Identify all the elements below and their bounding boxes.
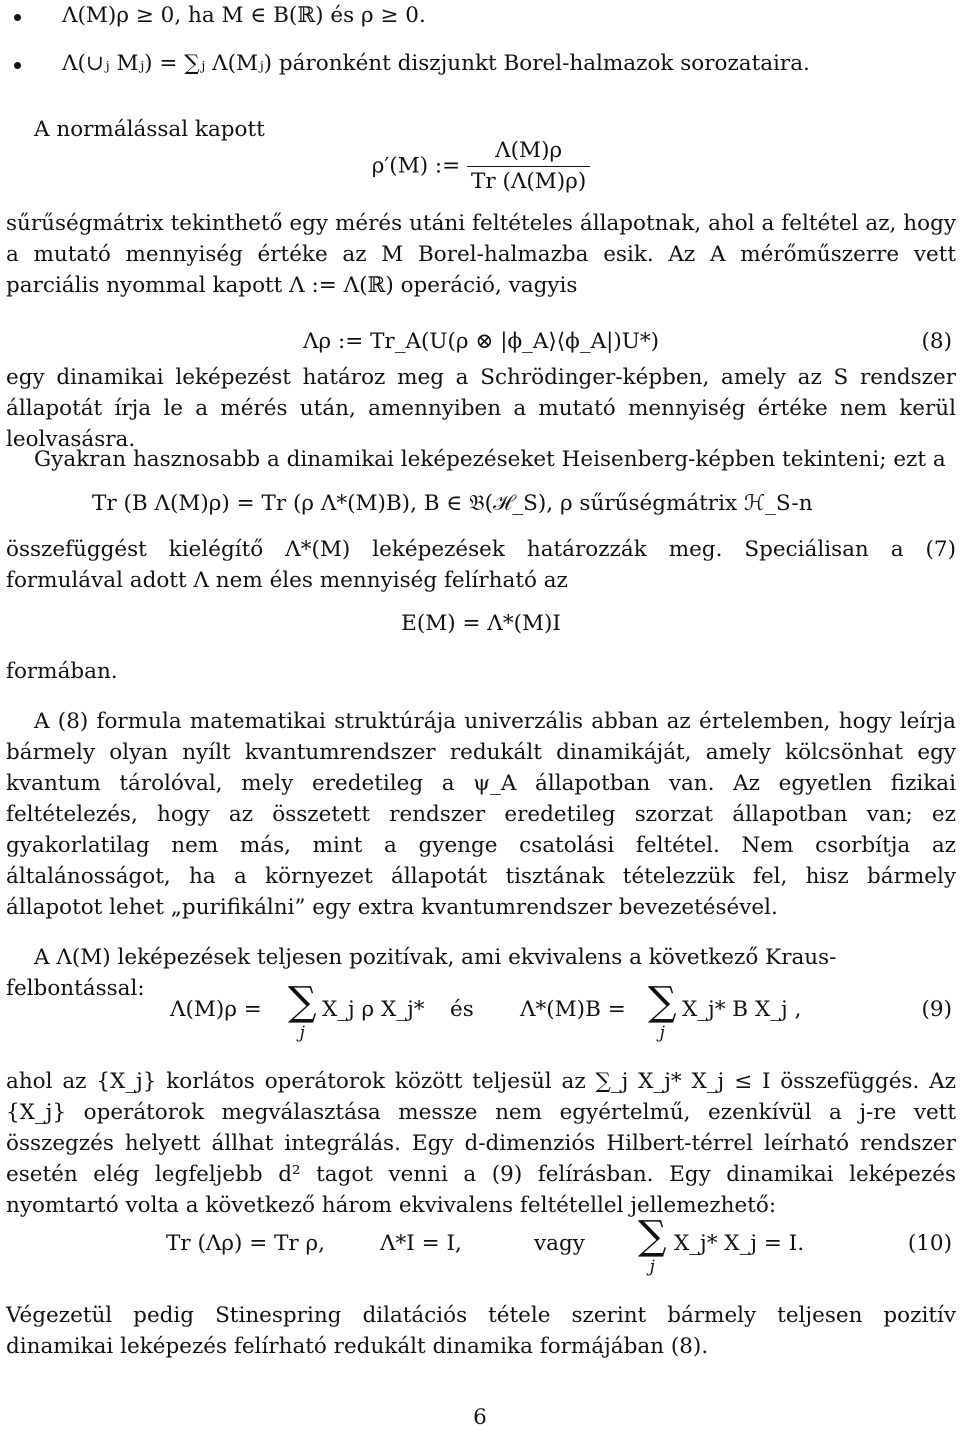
paragraph-end: formában.	[6, 659, 118, 684]
bullet-dot	[14, 14, 21, 21]
sum-symbol: ∑ j	[638, 1213, 667, 1277]
equation-number: (10)	[907, 1231, 952, 1256]
bullet-item: Λ(∪ⱼ Mⱼ) = ∑ⱼ Λ(Mⱼ) páronként diszjunkt Borel-halmazok sorozataira.	[62, 51, 810, 76]
equation-text: Λρ := Tr_A(U(ρ ⊗ |ϕ_A⟩⟨ϕ_A|)U*)	[303, 329, 659, 354]
paragraph: egy dinamikai leképezést határoz meg a Schrödinger-képben, amely az S rendszer állapotát írja le a mérés után, amennyiben a mutató mennyiség értéke nem kerül leolvasásra.	[6, 365, 956, 452]
equation-part: X_j* X_j = I.	[674, 1231, 805, 1256]
paragraph: Végezetül pedig Stinespring dilatációs tétele szerint bármely teljesen pozitív dinamikai leképezés felírható redukált dinamika formájában (8).	[6, 1303, 956, 1359]
sum-index: j	[299, 1023, 305, 1043]
paragraph-intro: Gyakran hasznosabb a dinamikai leképezéseket Heisenberg-képben tekinteni; ezt a	[34, 447, 946, 472]
page-number: 6	[473, 1405, 487, 1430]
fraction	[467, 136, 590, 197]
sum-symbol: ∑ j	[288, 979, 317, 1043]
bullet-item: Λ(M)ρ ≥ 0, ha M ∈ B(ℝ) és ρ ≥ 0.	[62, 3, 426, 28]
equation-E: E(M) = Λ*(M)I	[401, 611, 561, 636]
equation-number: (9)	[921, 997, 952, 1022]
equation-rho-prime	[6, 136, 956, 197]
equation-connector: vagy	[534, 1231, 585, 1256]
equation-heisenberg: Tr (B Λ(M)ρ) = Tr (ρ Λ*(M)B), B ∈ 𝔅(ℋ_S), ρ sűrűségmátrix ℋ_S-n	[92, 491, 813, 516]
sum-symbol: ∑ j	[648, 979, 677, 1043]
paragraph-intro: A normálással kapott	[34, 117, 265, 142]
paragraph-intro: A Λ(M) leképezések teljesen pozitívak, ami ekvivalens a következő Kraus-felbontással:	[6, 945, 837, 1001]
equation-term: X_j ρ X_j*	[322, 997, 425, 1022]
equation-number: (8)	[921, 329, 952, 354]
paragraph-body: sűrűségmátrix tekinthető egy mérés utáni feltételes állapotnak, ahol a feltétel az, hogy a mutató mennyiség értéke az M Borel-halmazba esik. Az A mérőműszerre vett parciális nyommal kapott Λ := Λ(ℝ) operáció, vagyis	[6, 211, 956, 298]
fraction-numerator: Λ(M)ρ	[467, 136, 590, 167]
paragraph-body: ahol az {X_j} korlátos operátorok között teljesül az ∑_j X_j* X_j ≤ I összefüggés. Az {X_j} operátorok megválasztása messze nem egyértelmű, ezenkívül a j-re vett összegzés helyett állhat integrálás. Egy d-dimenziós Hilbert-térrel leírható rendszer esetén elég legfeljebb d² tagot venni a (9) felírásban. Egy dinamikai leképezés nyomtartó volta a következő három ekvivalens feltétellel jellemezhető:	[6, 1069, 956, 1218]
equation-lhs: Λ(M)ρ =	[170, 997, 262, 1022]
equation-lhs: ρ′(M) :=	[371, 153, 461, 179]
fraction-denominator: Tr (Λ(M)ρ)	[471, 169, 587, 194]
equation-9	[170, 979, 956, 1056]
sum-index: j	[659, 1023, 665, 1043]
bullet-dot	[14, 62, 21, 69]
equation-part: Λ*I = I,	[380, 1231, 462, 1256]
sum-index: j	[649, 1257, 655, 1277]
paragraph-body: összefüggést kielégítő Λ*(M) leképezések határozzák meg. Speciálisan a (7) formulával adott Λ nem éles mennyiség felírható az	[6, 537, 956, 593]
equation-part: Tr (Λρ) = Tr ρ,	[166, 1231, 326, 1256]
equation-lhs: Λ*(M)B =	[520, 997, 626, 1022]
equation-term: X_j* B X_j ,	[682, 997, 802, 1022]
equation-8	[6, 326, 956, 357]
paragraph: A (8) formula matematikai struktúrája univerzális abban az értelemben, hogy leírja bármely olyan nyílt kvantumrendszer redukált dinamikáját, amely kölcsönhat egy kvantum tárolóval, mely eredetileg a ψ_A állapotban van. Az egyetlen fizikai feltételezés, hogy az összetett rendszer eredetileg szorzat állapotban van; ez gyakorlatilag nem más, mint a gyenge csatolási feltétel. Nem csorbítja az általánosságot, ha a környezet állapotát tisztának tételezzük fel, hisz bármely állapotot lehet „purifikálni” egy extra kvantumrendszer bevezetésével.	[6, 709, 956, 920]
equation-connector: és	[450, 997, 474, 1022]
